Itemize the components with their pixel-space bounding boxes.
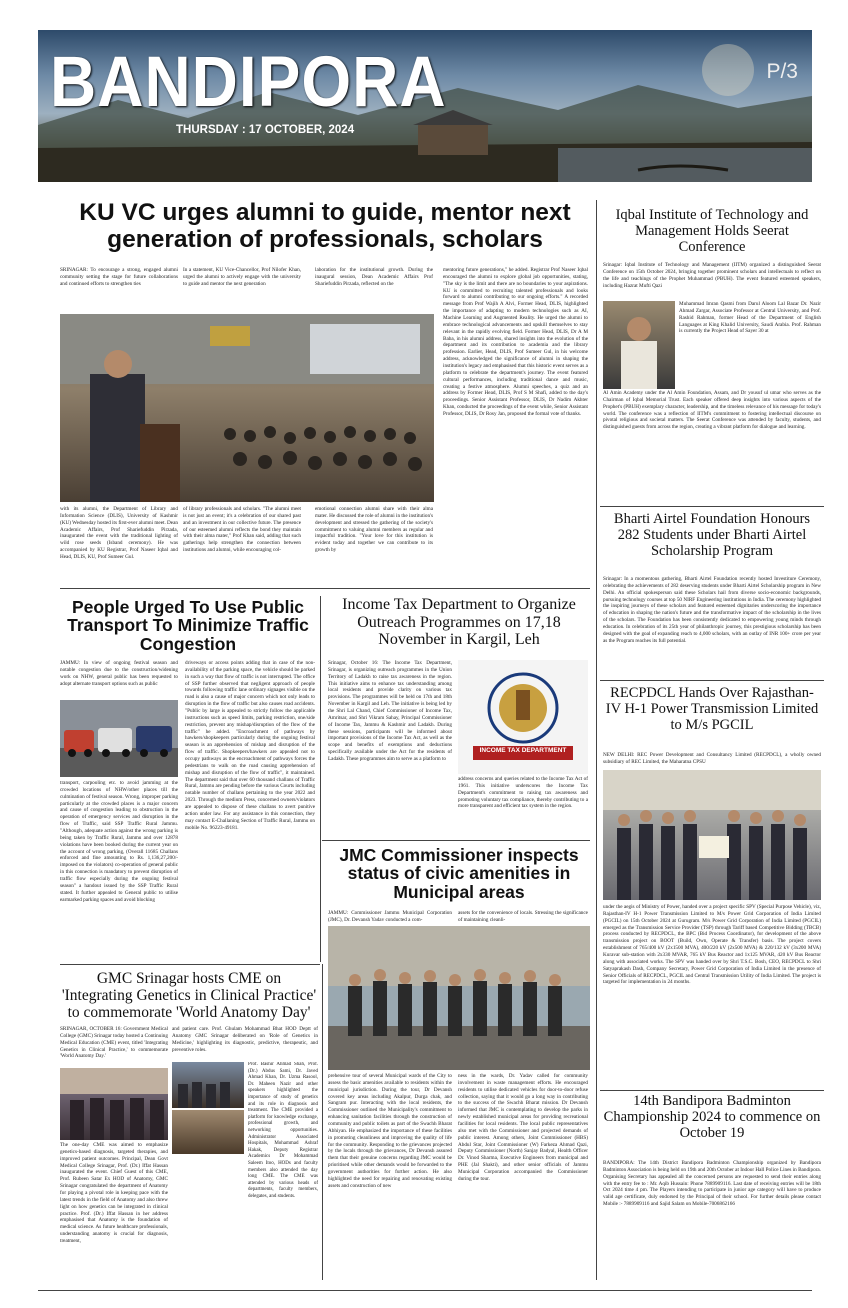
story1-headline: KU VC urges alumni to guide, mentor next generation of professionals, scholars bbox=[79, 199, 571, 253]
side4-headline: 14th Bandipora Badminton Championship 2024 to commence on October 19 bbox=[603, 1093, 821, 1141]
story3-col2: address concerns and queries related to the Income Tax Act of 1961. This initiative underscores the Income Tax Department's commitment to raising tax awareness and promoting voluntary tax compliance, thereby contributing to a more transparent and efficient tax system in the region. bbox=[458, 776, 588, 810]
story2-col1b: transport, carpooling etc. to avoid jamming at the crowded locations of NHW/other places till the culmination of festival season. Wrong, improper parking particularly at the crowded places is a major concern and cause of congestion leading to obstruction in the operation of emergency services and disruption in the flow of Traffic, said SSP Traffic Rural Jammu. "Although, adequate action against the wrong parking is being taken by Traffic Rural, Jammu and over 12878 violations have been booked during the current year on the account of wrong parking, (Overall 11685 Challans enforced and fine amounting to Rs. 1,136,27,200/- imposed on the violators) co-operation of general public in this connection is mandatory to prevent disruption of traffic flow especially during the ongoing festival season" a handout issued by the SSP Traffic Rural stated. It further appealed to General public to utilise earmarked parking spaces and avoid blocking bbox=[60, 780, 178, 903]
story3-headline: Income Tax Department to Organize Outreach Programmes on 17,18 November in Kargil, Leh bbox=[342, 596, 576, 649]
cme-group-photo-1 bbox=[172, 1062, 244, 1108]
story4-b2: ness in the wards, Dr. Yadav called for community involvement in waste management efforts. He encouraged residents to utilise dedicated vehicles for door-to-door refuse collection, saying that it would go a long way in contributing to the success of the Swachh Bharat mission. Dr Devansh informed that JMC is contemplating to develop the parks in newly established municipal areas for providing recreational facilities for local residents. The local public representatives also met with the Commissioner and projected demands of public interest. Among others, Joint Commissioner (HBS) Abdul Star, Joint Commissioner (W) Farkeza Ahmad Qazi, Deputy Commissioner (North) Sanjay Badyal, Health Officer Dr. Vinod Sharma, Executive Engineers from municipal and PHE (Jal Shakti), and other senior officials of Jammu Municipal Corporation accompanied the Commissioner during the tour. bbox=[458, 1073, 588, 1182]
traffic-photo bbox=[60, 700, 178, 777]
masthead-date: THURSDAY : 17 OCTOBER, 2024 bbox=[176, 124, 355, 136]
bottom-rule bbox=[38, 1290, 812, 1291]
story2-headline: People Urged To Use Public Transport To Minimize Traffic Congestion bbox=[67, 597, 309, 654]
side3-p2: under the aegis of Ministry of Power, handed over a project specific SPV (Special Purpose Vehicle), viz, Rajasthan-IV H-1 Power Transmission Limited to M/s Power Grid Corporation of India Limited (PGCIL) on 15th October 2024 at Gurugram. M/s Power Grid Corporation of India Limited (PGCIL) emerged as the Transmission Service Provider (TSP) through Tariff based Competitive Bidding (TBCB) process conducted by RECPDCL, the BPC (Bid Process Coordinator), for development of the above transmission project on BOOT (Build, Own, Operate & Transfer) basis. The project covers establishment of 765/400 kV (2x1500 MVA), 400/220 kV (2x500 MVA) & 220/132 kV (3x200 MVA) Kuravar sub-station with 2x330 MVAR, 765 kV Bus Reactor and 1x125 MVAR, 420 kV Bus Reactor along with associated works. The SPV was handed over by Shri T.S.C. Bosh, CEO, RECPDCL to Shri Satyaprakash Dash, Company Secretary, Power Grid Corporation of India Limited in the presence of Senior Officials of RECPDCL, PGCIL and Central Transmission Utility of India Limited. The project is targeted for implementation in 24 months. bbox=[603, 904, 821, 986]
story5-headline: GMC Srinagar hosts CME on 'Integrating Genetics in Clinical Practice' to commemorate 'World Anatomy Day' bbox=[61, 970, 317, 1022]
masthead-banner bbox=[38, 30, 812, 182]
story1-col1: SRINAGAR: To encourage a strong, engaged alumni community setting the stage for future collaborations and continued efforts to strengthen ties bbox=[60, 267, 178, 287]
story1-b3: emotional connection alumni share with their alma mater. He discussed the role of alumni in the institution's development and stressed the gathering of the society's commitment to valuing alumni members as regular and impactful tradition. "Your love for this institution is evident today and together we can contribute to its growth by bbox=[315, 506, 433, 554]
story5-col2b: Prof. Bashir Ahmad Shah, Prof. (Dr.) Abdus Sami, Dr. Javed Ahmad Khan, Dr. Uzma Rasool, Dr. Maheen Nazir and other speakers highlighted the importance of study of genetics and its role in diagnosis and treatment. The CME provided a platform for knowledge exchange, professional growth, and networking opportunities. Administrator Associated Hospitals, Mohammad Ashraf Hakak, Deputy Registrar Academics Dr Mohammad Saleem Itoo, HODs and faculty members also attended the day long CME. The CME was attended by various heads of departments, faculty members, delegates, and students. bbox=[248, 1062, 318, 1199]
cme-audience-photo bbox=[172, 1110, 244, 1154]
side3-p1: NEW DELHI: REC Power Development and Consultancy Limited (RECPDCL), a wholly owned subsidiary of REC Limited, the Maharatna CPSU bbox=[603, 752, 821, 765]
side1-p1: Srinagar: Iqbal Institute of Technology and Management (IITM) organized a distinguished Seerat Conference on 15th October 2024, bringing together prominent scholars and intellectuals to reflect on the life and teachings of the Prophet Muhammad (PBUH). The event featured esteemed speakers, including Hazrat Mufti Qazi bbox=[603, 262, 821, 289]
divider bbox=[322, 964, 323, 1280]
story1-b1: with its alumni, the Department of Library and Information Science (DLIS), University of Kashmir (KU) Wednesday hosted its first-ever alumni meet. Dean Academic Affairs, Prof Shariefuddin Pirzada, inaugurated the event with the traditional lighting of wild rose seeds (Isband ceremony). He was accompanied by KU Registrar, Prof Naseer Iqbal and Head, DLIS, KU, Prof Sumeer Gul. bbox=[60, 506, 178, 561]
story3-col1: Srinagar, October 16: The Income Tax Department, Srinagar, is organizing outreach programmes in the Union Territory of Ladakh to raise tax awareness in the region. This initiative aims to enhance tax understanding among local residents and provide clarity on various tax provisions. The programmes will be held on 17th and 18th November in Kargil and Leh. The initiative is being led by the Shri Lal Chand, Chief Commissioner of Income Tax, Amritsar, and Shri Vikram Sahay, Principal Commissioner of Income Tax, Jammu & Kashmir and Ladakh. During these sessions, participants will be informed about important provisions of the Income Tax Act, as well as the scope and benefits of exemptions and deductions specifically available under the Act for the residents of Ladakh. These programmes aim to serve as a platform to bbox=[328, 660, 452, 763]
side2-headline: Bharti Airtel Foundation Honours 282 Students under Bharti Airtel Scholarship Program bbox=[613, 511, 811, 559]
jmc-inspection-photo bbox=[328, 926, 590, 1070]
divider bbox=[320, 596, 321, 962]
page-number: P/3 bbox=[766, 60, 798, 83]
story4-col2: assets for the convenience of locals. Stressing the significance of maintaining cleanli- bbox=[458, 910, 588, 923]
side1-p3: Al Amin Academy under the Al Amin Foundation, Assam, and Dr yousuf ul umar who serves as the Chairman of Iqbal Memorial Trust. Each speaker offered deep insights into various aspects of the Prophet's (PBUH) exemplary character, leadership, and the timeless relevance of his message for today's world. The conference was a reflection of IITM's commitment to fostering intellectual discourse on pivotal religious and societal matters. The Seerat Conference was attended by faculty, students, and distinguished guests from across the region, creating a vibrant platform for dialogue and learning. bbox=[603, 390, 821, 431]
story2-col2: driveways or access points adding that in case of the non-availability of the parking space, the vehicle should be parked in such a way that flow of traffic is not interrupted. The office of SSP further observed that negligent approach of people towards following traffic lane ordinary signages visible on the road is also a cause of major concern which not only leads to disruption in the flow of traffic but also causes road accidents. "Public by large is appealed to strictly follow the applicable instructions such as speed limits, parking restriction, one/side restriction, prevent any mishap/disruption of the flow of the traffic" he added. "Encroachment of pathways by hawkers/shopkeepers particularly during the ongoing festival season is an apprehension of mishap and disruption of the flow of traffic. Shopkeepers/hawkers are appealed not to occupy pathways as the encroachment of pathways forces the pedestrians to walk on the road causing apprehension of mishap and disruption of the flow of traffic", it maintained. The department said that over 60 thousand challans of Traffic Rural, Jammu are pending before the various Courts including notable number of challans pertaining to the year 2022 and 2023. Through the medium Press, concerned owners/violators are appealed to dispose of these challans to avert punitive action under law. For any assistance in this connection, they may contact E-Challaning Section of Traffic Rural, Jammu on mobile No. 96223-49181. bbox=[185, 660, 315, 831]
divider bbox=[600, 680, 824, 681]
story4-b1: prehensive tour of several Municipal wards of the City to assess the basic amenities available to residents within the municipal jurisdiction. During the tour, Dr Devansh covered key areas including Akalpur, Durga chak, and Sangram pur. Interacting with the local residents, the Commissioner outlined the Municipality's commitment to enhancing sanitation facilities through the construction of community and public toilets as part of the Swachh Bharat Abhiyan. He emphasized the importance of these facilities in promoting cleanliness and improving the quality of life for the community. Responding to the grievances projected by the locals through the grievances, Dr Devansh assured them that their genuine concerns regarding JMC would be prioritised while other demands would be forwarded to the government authorities for further action. He also highlighted the need for repairing and renovating existing assets and construction of new bbox=[328, 1073, 452, 1189]
recpdcl-handover-photo bbox=[603, 770, 821, 900]
side4-p1: BANDIPORA: The 14th District Bandipora Badminton Championship organized by Bandipora Badminton Association is being held on 19th and 20th October at Indoor Hall Police Lines in Bandipora. Organising Secretary has appealed all the concerned persons are requested to send their entries along with the entry fee to : Mr. Aqib Hussain: Phone 7889909116. Last date of receiving entries will be 18th Oct 2024 time 4 pm. The Players intending to participate in junior age category will have to produce valid age certificate, duly endorsed by the Principal of their school. For further details please contact Mobile :- 7889909116 and Sajid Salam on Mobile-7006862166 bbox=[603, 1160, 821, 1208]
divider bbox=[600, 506, 824, 507]
side1-headline: Iqbal Institute of Technology and Management Holds Seerat Conference bbox=[615, 207, 809, 255]
side1-p2: Muhammad Imran Qasmi from Darul Aloom Lal Bazar Dr. Nazir Ahmad Zargar, Associate Professor at Central University, and Prof. Rashid Rahman, former Head of the Department of English Languages at King Khalid University, Saudi Arabia. Prof. Rahman is currently the Project Head of Sayer 30 at bbox=[679, 301, 821, 335]
side3-headline: RECPDCL Hands Over Rajasthan-IV H-1 Power Transmission Limited to M/s PGCIL bbox=[605, 685, 819, 733]
masthead-title: BANDIPORA bbox=[50, 41, 447, 122]
seerat-conference-photo bbox=[603, 301, 675, 389]
story5-col2a: and patient care. Prof. Ghulam Mohammad Bhat HOD Deptt of Anatomy GMC Srinagar deliberated on 'Role of Genetics in Medicine,' highlighting its diagnostic, predictive, therapeutic, and preventive roles. bbox=[172, 1026, 318, 1053]
divider bbox=[322, 840, 590, 841]
logo-text: INCOME TAX DEPARTMENT bbox=[479, 747, 567, 754]
divider bbox=[60, 964, 320, 965]
story1-b2: of library professionals and scholars. "The alumni meet is not just an event; it's a celebration of our shared past and an investment in our collective future. The presence of our esteemed alumni reflects the bond they maintain with their alma mater," Prof Khan said, adding that such gatherings help strengthen the connection between institutions and alumni, while encouraging col- bbox=[183, 506, 301, 554]
story1-col2: In a statement, KU Vice-Chancellor, Prof Nilofer Khan, urged the alumni to actively engage with the university to guide and mentor the next generation bbox=[183, 267, 301, 287]
story4-headline: JMC Commissioner inspects status of civic amenities in Municipal areas bbox=[339, 845, 579, 902]
story5-col1a: SRINAGAR, OCTOBER 16: Government Medical College (GMC) Srinagar today hosted a Continuing Medical Education (CME) event, titled 'Integrating Genetics in Clinical Practice,' to commemorate 'World Anatomy Day.' bbox=[60, 1026, 168, 1060]
income-tax-logo bbox=[458, 660, 588, 774]
story1-col4: mentoring future generations," he added. Registrar Prof Naseer Iqbal encouraged the alumni to explore global job opportunities, stating, "The sky is the limit and there are no boundaries to your aspirations. KU is committed to recruiting talented professionals and looks forward to alumni contributing to our ongoing efforts." A recorded message from Prof Wajih A Alvi, Former Head, DLIS, highlighted the importance of adapting to modern technologies such as AI, Machine Learning and Augmented Reality. He urged the alumni to embrace technological advancements and upskill themselves to stay relevant in the rapidly evolving field. Former Head, DLIS, Dr A M Baba, in his alumni address, shared insights into the evolution of the department and its contribution to academia and the library profession. Earlier, Head, DLIS, Prof Sumeer Gul, in his welcome address, acknowledged the significance of alumni in shaping the institution's legacy and emphasised that this historic event serves as a platform to celebrate the department's journey. The event featured cultural performances, including traditional dance and music, creating a festive atmosphere. Alumni speeches, a quiz and an address by Former Head, DLIS, Prof S M Shafi, added to the day's proceedings. Senior Assistant Professor, DLIS, Dr Nadim Akhter Khan, conducted the proceedings of the event while, Senior Assistant Professor, DLIS, Dr Rosy Jan, proposed the formal vote of thanks. bbox=[443, 267, 588, 418]
story4-col1: JAMMU: Commissioner Jammu Municipal Corporation (JMC), Dr. Devansh Yadav conducted a com- bbox=[328, 910, 452, 923]
side2-p1: Srinagar: In a momentous gathering, Bharti Airtel Foundation recently hosted Investiture Ceremony, celebrating the achievements of 282 deserving students under Bharti Airtel Scholarship program in New Delhi. An official spokesperson said these Scholars hail from diverse socio-economic backgrounds, pursuing technology courses at top 50 NIRF Engineering institutions in India. The ceremony highlighted the inspiring journeys of these scholars and featured esteemed dignitaries underscoring the importance of education in shaping the nation's future and the transformative impact of the scholarship in the lives of the scholars. The Foundation has been consistently dedicated to empowering young minds through education. In celebration of its 25th year of philanthropic journey, this prestigious scholarship has been designed with the goal of expanding reach to 4,000 scholars, with an outlay of INR 100+ crore per year as the Program reaches its full potential. bbox=[603, 576, 821, 644]
divider bbox=[596, 200, 597, 1280]
story5-col1b: The one-day CME was aimed to emphasize genetics-based diagnosis, targeted therapies, and improved patient outcomes. Principal, Dean Govt Medical College Srinagar, Prof. (Dr.) Iffat Hassan inaugurated the event. Chief Guest of this CME, Prof. Rubeen Satar Ex HOD of Anatomy, GMC Srinagar congratulated the department of Anatomy for playing a pivotal role in keeping pace with the latest trends in the field of Anatomy and also threw light on how genetics can be integrated in clinical practice. Prof. (Dr.) Iffat Hassan in her address emphasised that Anatomy is the foundation of medical science. As future healthcare professionals, understanding anatomy is crucial for diagnosis, treatment, bbox=[60, 1142, 168, 1245]
story2-col1a: JAMMU: In view of ongoing festival season and notable congestion due to the construction/widening work on NHW, general public has been requested to adopt alternate transport options such as public bbox=[60, 660, 178, 687]
cme-event-photo bbox=[60, 1068, 168, 1140]
divider bbox=[60, 588, 590, 589]
alumni-meet-photo bbox=[60, 314, 434, 502]
divider bbox=[600, 1090, 824, 1091]
story1-col3: laboration for the institutional growth. During the inaugural session, Dean Academic Affairs Prof Shariefuddin Pirzada, reflected on the bbox=[315, 267, 433, 287]
